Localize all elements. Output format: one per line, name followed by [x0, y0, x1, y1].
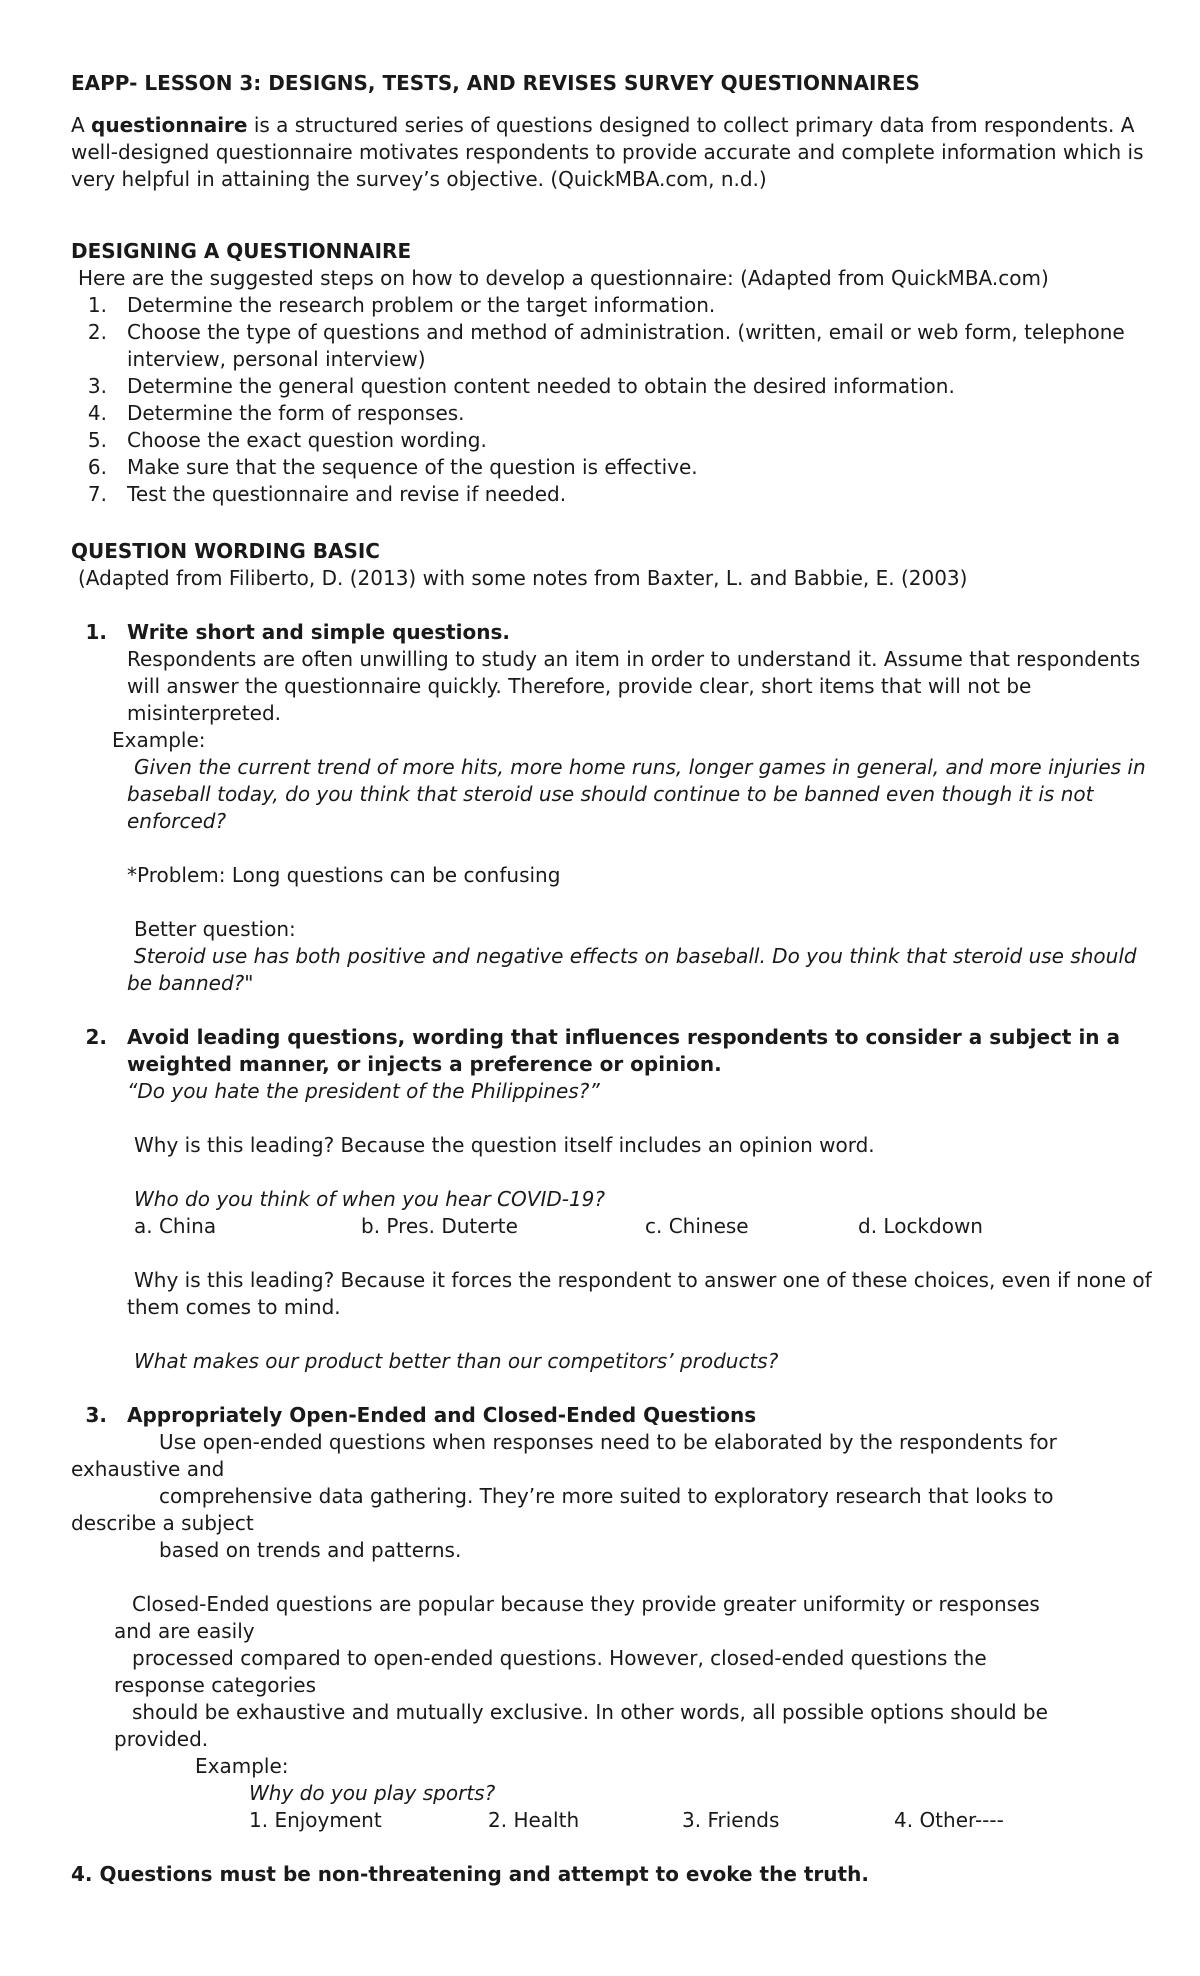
list-item: 3. Determine the general question content needed to obtain the desired information. [87, 374, 955, 398]
section-heading-designing: DESIGNING A QUESTIONNAIRE [71, 239, 412, 263]
item-title: Write short and simple questions. [127, 620, 511, 644]
designing-section [71, 238, 1152, 508]
choice-row [127, 1213, 1152, 1240]
choice-row [71, 1807, 1152, 1834]
section-heading-wording: QUESTION WORDING BASIC [71, 539, 380, 563]
choice-item: a. China [134, 1214, 217, 1238]
list-item: 5. Choose the exact question wording. [87, 428, 487, 452]
closed-ended-paragraph: Closed-Ended questions are popular because they provide greater uniformity or responses and are easily processed compared to open-ended questions. However, closed-ended questions the response categories should be exhaustive and mutually exclusive. In other words, all possible options should be provided. [114, 1592, 1048, 1751]
wording-item-4: 4. Questions must be non-threatening and attempt to evoke the truth. [71, 1862, 869, 1886]
list-item: 7. Test the questionnaire and revise if needed. [87, 482, 567, 506]
wording-item-3: 3. Appropriately Open-Ended and Closed-Ended Questions Use open-ended questions when responses need to be elaborated by the respondents for exhaustive and comprehensive data gathering. They’re more suited to exploratory research that looks to describe a subject based on trends and patterns. Closed-Ended questions are popular because they provide greater uniformity or responses and are easily processed compared to open-ended questions. However, closed-ended questions the response categories should be exhaustive and mutually exclusive. In other words, all possible options should be provided. Example: Why do you play sports? 1. Enjoyment 2. Health 3. Friends 4. Other---- [71, 1402, 1152, 1834]
example-label: Example: [112, 728, 206, 752]
example-label: Example: [195, 1754, 289, 1778]
page-title: EAPP- LESSON 3: DESIGNS, TESTS, AND REVISES SURVEY QUESTIONNAIRES [71, 71, 920, 95]
list-item: 6. Make sure that the sequence of the question is effective. [87, 455, 698, 479]
choice-item: d. Lockdown [858, 1214, 983, 1238]
better-question: Steroid use has both positive and negative effects on baseball. Do you think that steroid use should be banned?" [127, 944, 1137, 995]
example-question: Given the current trend of more hits, more home runs, longer games in general, and more injuries in baseball today, do you think that steroid use should continue to be banned even though it is not enforced? [127, 755, 1146, 833]
designing-intro: Here are the suggested steps on how to develop a questionnaire: (Adapted from QuickMBA.com) [78, 266, 1049, 290]
example-question: Why do you play sports? [249, 1781, 496, 1805]
item-body: Respondents are often unwilling to study an item in order to understand it. Assume that respondents will answer the questionnaire quickly. Therefore, provide clear, short items that will not be misinterpreted. [127, 647, 1141, 725]
steps-list [71, 292, 1152, 508]
why-leading-2: Why is this leading? Because it forces the respondent to answer one of these choices, even if none of them comes to mind. [127, 1268, 1152, 1319]
wording-section [71, 538, 1152, 1888]
problem-note: *Problem: Long questions can be confusing [127, 863, 561, 887]
choice-item: 4. Other---- [894, 1808, 1004, 1832]
list-item: 4. Determine the form of responses. [87, 401, 465, 425]
wording-item-1: 1. Write short and simple questions. Respondents are often unwilling to study an item in order to understand it. Assume that respondents will answer the questionnaire quickly. Therefore, provide clear, short items that will not be misinterpreted. Example: Given the current trend of more hits, more home runs, longer games in general, and more injuries in baseball today, do you think that steroid use should continue to be banned even though it is not enforced? *Problem: Long questions can be confusing Better question: Steroid use has both positive and negative effects on baseball. Do you think that steroid use should be banned?" [71, 619, 1152, 997]
wording-source: (Adapted from Filiberto, D. (2013) with some notes from Baxter, L. and Babbie, E. (2003) [78, 566, 968, 590]
item-title: Avoid leading questions, wording that influences respondents to consider a subject in a weighted manner, or injects a preference or opinion. [127, 1025, 1121, 1076]
leading-question-2: Who do you think of when you hear COVID-19? [134, 1187, 606, 1211]
why-leading-1: Why is this leading? Because the question itself includes an opinion word. [134, 1133, 875, 1157]
choice-item: 3. Friends [682, 1808, 780, 1832]
leading-question-3: What makes our product better than our competitors’ products? [134, 1349, 779, 1373]
open-ended-paragraph: Use open-ended questions when responses need to be elaborated by the respondents for exhaustive and comprehensive data gathering. They’re more suited to exploratory research that looks to describe a subject based on trends and patterns. [71, 1430, 1057, 1562]
choice-item: c. Chinese [645, 1214, 749, 1238]
term-questionnaire: questionnaire [91, 113, 248, 137]
better-label: Better question: [134, 917, 296, 941]
wording-item-2: 2. Avoid leading questions, wording that influences respondents to consider a subject in a weighted manner, or injects a preference or opinion. “Do you hate the president of the Philippines?” Why is this leading? Because the question itself includes an opinion word. Who do you think of when you hear COVID-19? a. China b. Pres. Duterte c. Chinese d. Lockdown Why is this leading? Because it forces the respondent to answer one of these choices, even if none of them comes to mind. What makes our product better than our competitors’ products? [85, 1025, 1152, 1373]
intro-paragraph: A questionnaire is a structured series of questions designed to collect primary data from respondents. A well-designed questionnaire motivates respondents to provide accurate and complete information which is very helpful in attaining the survey’s objective. (QuickMBA.com, n.d.) [71, 113, 1144, 191]
choice-item: b. Pres. Duterte [361, 1214, 518, 1238]
list-item: 2. Choose the type of questions and method of administration. (written, email or web form, telephone interview, personal interview) [87, 320, 1125, 371]
choice-item: 2. Health [488, 1808, 580, 1832]
list-item: 1. Determine the research problem or the target information. [87, 293, 716, 317]
item-title: Appropriately Open-Ended and Closed-Ended Questions [127, 1403, 757, 1427]
choice-item: 1. Enjoyment [249, 1808, 382, 1832]
leading-question-1: “Do you hate the president of the Philippines?” [127, 1079, 600, 1103]
